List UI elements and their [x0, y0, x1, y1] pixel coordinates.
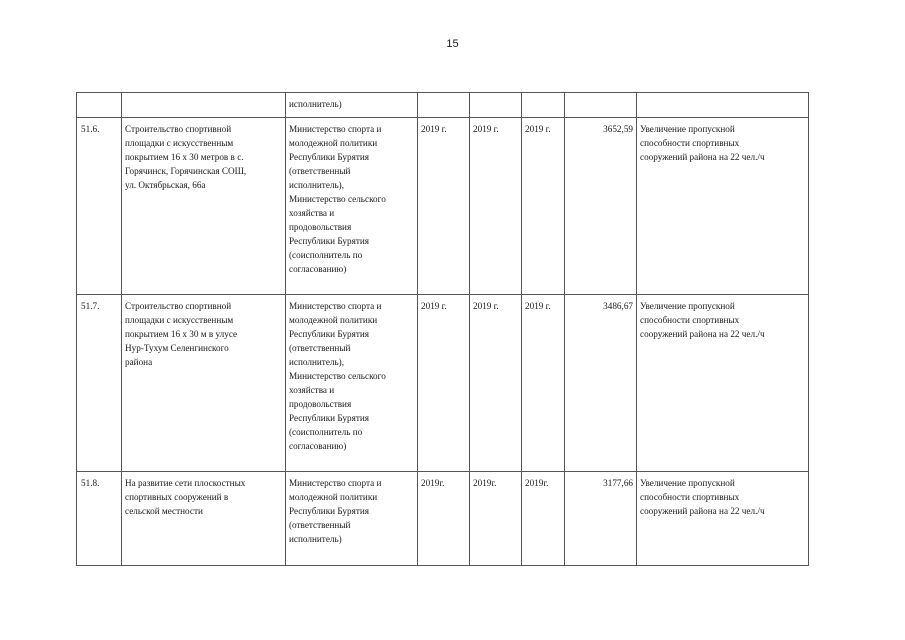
cell-start: 2019 г.: [418, 118, 470, 295]
cell-amount: 3486,67: [565, 295, 637, 472]
table-row-continuation: [77, 93, 809, 118]
cell-start: [418, 93, 470, 118]
cell-executor: Министерство спорта и молодежной политики Республики Бурятия (ответственный исполнитель): [286, 472, 418, 566]
cell-executor: Министерство спорта и молодежной политики Республики Бурятия (ответственный исполнитель), Министерство сельского хозяйства и продовольствия Республики Бурятия (соисполнитель по согласованию): [286, 118, 418, 295]
cell-end: [470, 93, 522, 118]
cell-start: 2019г.: [418, 472, 470, 566]
cell-result: Увеличение пропускной способности спортивных сооружений района на 22 чел./ч: [637, 118, 809, 295]
cell-name: [122, 93, 286, 118]
cell-no: 51.6.: [77, 118, 122, 295]
cell-amount: [565, 93, 637, 118]
cell-end: 2019 г.: [470, 295, 522, 472]
cell-result: Увеличение пропускной способности спортивных сооружений района на 22 чел./ч: [637, 472, 809, 566]
cell-no: 51.8.: [77, 472, 122, 566]
cell-end: 2019г.: [470, 472, 522, 566]
cell-executor: Министерство спорта и молодежной политики Республики Бурятия (ответственный исполнитель), Министерство сельского хозяйства и продовольствия Республики Бурятия (соисполнитель по согласованию): [286, 295, 418, 472]
cell-name: На развитие сети плоскостных спортивных сооружений в сельской местности: [122, 472, 286, 566]
cell-amount: 3177,66: [565, 472, 637, 566]
cell-year: 2019 г.: [522, 295, 565, 472]
program-activities-table: [76, 92, 809, 566]
cell-start: 2019 г.: [418, 295, 470, 472]
table-row: [77, 295, 809, 472]
cell-year: [522, 93, 565, 118]
table-row: [77, 118, 809, 295]
cell-amount: 3652,59: [565, 118, 637, 295]
cell-no: 51.7.: [77, 295, 122, 472]
cell-result: Увеличение пропускной способности спортивных сооружений района на 22 чел./ч: [637, 295, 809, 472]
cell-year: 2019г.: [522, 472, 565, 566]
page-number: 15: [446, 38, 459, 50]
cell-year: 2019 г.: [522, 118, 565, 295]
cell-executor: исполнитель): [286, 93, 418, 118]
cell-name: Строительство спортивной площадки с искусственным покрытием 16 x 30 м в улусе Нур-Тухум Селенгинского района: [122, 295, 286, 472]
cell-no: [77, 93, 122, 118]
cell-end: 2019 г.: [470, 118, 522, 295]
cell-name: Строительство спортивной площадки с искусственным покрытием 16 x 30 метров в с. Горячинск, Горячинская СОШ, ул. Октябрьская, 66а: [122, 118, 286, 295]
table-row: [77, 472, 809, 566]
cell-result: [637, 93, 809, 118]
